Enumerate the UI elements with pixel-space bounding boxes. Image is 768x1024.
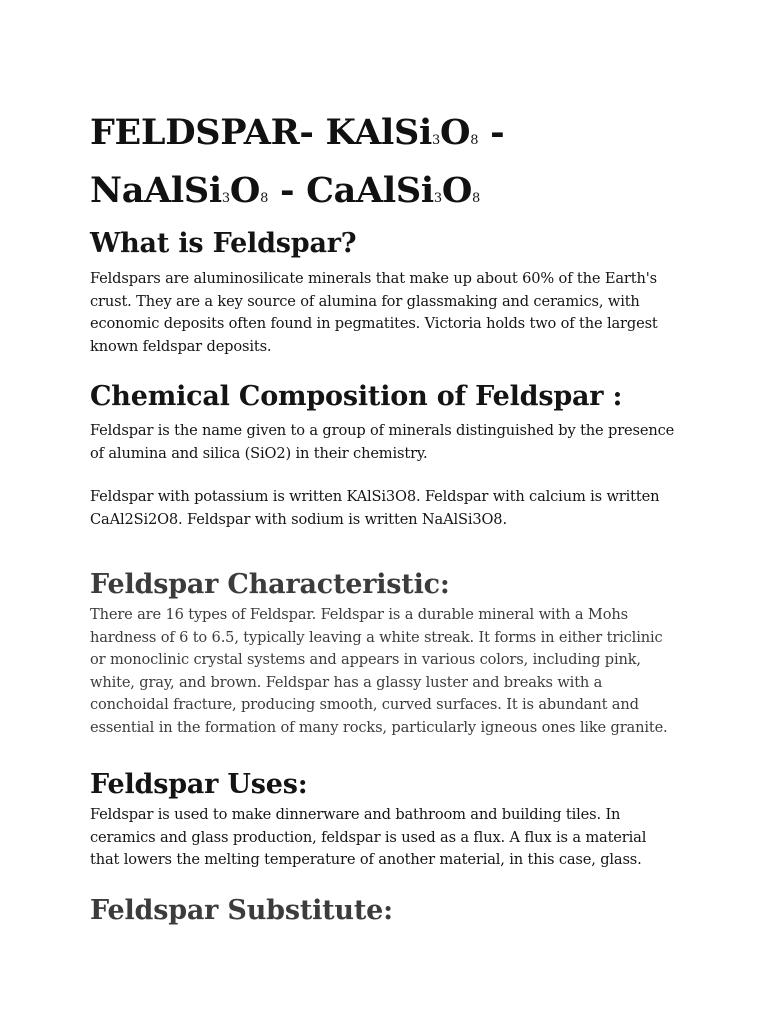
paragraph-composition-1: Feldspar is the name given to a group of minerals distinguished by the presence of alumina and silica (SiO2) in their chemistry.: [90, 422, 675, 462]
title-text: FELDSPAR- KAlSi: [90, 112, 433, 153]
paragraph-characteristic: There are 16 types of Feldspar. Feldspar is a durable mineral with a Mohs hardness of 6 to 6.5, typically leaving a white streak. It forms in either triclinic or monoclinic crystal systems and appears in various colors, including pink, white, gray, and brown. Feldspar has a glassy luster and breaks with a conchoidal fracture, producing smooth, curved surfaces. It is abundant and essential in the formation of many rocks, particularly igneous ones like granite.: [90, 606, 668, 736]
title-subscript: 3: [433, 191, 442, 206]
title-subscript: 3: [432, 133, 440, 148]
heading-chemical-composition: Chemical Composition of Feldspar :: [90, 381, 623, 412]
title-subscript: 8: [260, 191, 269, 206]
title-text: O: [441, 170, 473, 211]
heading-uses: Feldspar Uses:: [90, 769, 308, 800]
page-title: [90, 108, 690, 224]
title-text: O: [229, 170, 261, 211]
heading-characteristic: Feldspar Characteristic:: [90, 569, 450, 600]
title-subscript: 8: [472, 191, 481, 206]
paragraph-uses: Feldspar is used to make dinnerware and bathroom and building tiles. In ceramics and glass production, feldspar is used as a flux. A flux is a material that lowers the melting temperature of another material, in this case, glass.: [90, 806, 647, 868]
title-text: O: [440, 112, 471, 153]
title-text: -: [478, 112, 505, 153]
paragraph-composition-2: Feldspar with potassium is written KAlSi3O8. Feldspar with calcium is written CaAl2Si2O8. Feldspar with sodium is written NaAlSi3O8.: [90, 488, 660, 528]
title-subscript: 8: [470, 133, 479, 148]
heading-what-is-feldspar: What is Feldspar?: [90, 228, 357, 259]
paragraph-what-is-feldspar: Feldspars are aluminosilicate minerals that make up about 60% of the Earth's crust. They are a key source of alumina for glassmaking and ceramics, with economic deposits often found in pegmatites. Victoria holds two of the largest known feldspar deposits.: [90, 270, 658, 355]
title-text: NaAlSi: [90, 170, 222, 211]
heading-substitute: Feldspar Substitute:: [90, 895, 393, 926]
title-text: - CaAlSi: [268, 170, 434, 211]
title-subscript: 3: [221, 191, 230, 206]
